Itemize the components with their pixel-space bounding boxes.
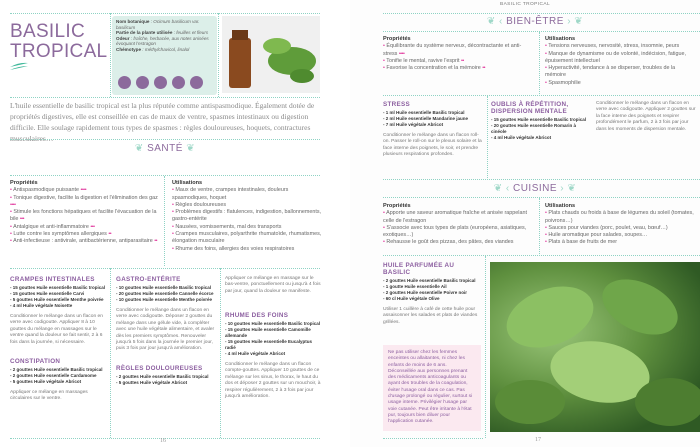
bullet: •	[10, 231, 14, 238]
page-number: 16	[160, 438, 166, 444]
list-item	[545, 232, 695, 239]
list-item	[172, 209, 322, 224]
bullet: •	[545, 224, 549, 231]
diffusion-icon	[154, 76, 167, 89]
strength-rating: ••	[482, 65, 486, 72]
leaf-icon: ❦ ‹	[493, 183, 513, 194]
bullet: •	[172, 187, 176, 194]
divider	[485, 256, 486, 438]
ingredient-text: 1 ml Huile essentielle Basilic tropical	[385, 110, 465, 115]
section-title: CUISINE	[512, 183, 558, 194]
list-item	[383, 225, 533, 240]
bullet: •	[10, 209, 14, 216]
cuisine-properties	[383, 203, 533, 247]
ingredient-text: 5 gouttes Huile végétale Abricot	[12, 379, 82, 385]
bullet: •	[10, 194, 14, 201]
item-text: Sauces pour viandes (porc, poulet, veau, bœuf…)	[548, 224, 668, 231]
list-item	[545, 225, 695, 232]
title-line: BASILIC	[10, 21, 85, 42]
page-number: 17	[535, 437, 541, 443]
item-text: Rehausse le goût des pizzas, des pâtes, des viandes	[386, 239, 514, 246]
column-heading: Utilisations	[545, 203, 576, 209]
ingredient-text: 2 gouttes Huile essentielle Basilic tropical	[118, 373, 209, 379]
item-text: Tonique digestive, facilite la digestion et l'élimination des gaz	[13, 194, 158, 201]
ingredient-text: 15 gouttes Huile essentielle Camomille allemande	[225, 327, 311, 338]
leaf-icon: ❦ ‹	[486, 16, 507, 27]
recipe	[10, 358, 110, 403]
bullet: •	[545, 210, 549, 217]
item-text: Antispasmodique puissante	[13, 187, 80, 194]
ingredient: - 15 gouttes Huile essentielle Basilic tropical	[10, 285, 106, 290]
item-text: Règles douloureuses	[175, 201, 227, 208]
inhalation-icon	[190, 76, 203, 89]
recipe-instructions: Appliquer ce mélange en massages circulaires sur le ventre.	[10, 390, 88, 402]
strength-rating: ••	[461, 57, 464, 64]
ingredient: - 60 cl Huile végétale Olive	[383, 296, 440, 301]
recipe	[383, 262, 481, 326]
section-heading-cuisine	[450, 183, 620, 194]
ingredient-text: 10 gouttes Huile essentielle Menthe poivrée	[118, 297, 213, 302]
ingredient-text: 15 gouttes Huile essentielle Basilic tropical	[493, 117, 587, 122]
list-item	[545, 80, 695, 87]
ingredient: - 10 gouttes Huile essentielle Basilic tropical	[225, 321, 321, 326]
recipe-title: HUILE PARFUMÉE AU BASILIC	[383, 262, 455, 276]
strength-rating: •••	[19, 216, 25, 223]
ingredient: - 4 ml Huile végétale Noisette	[10, 303, 73, 308]
recipes-column	[116, 276, 218, 398]
strength-rating: ••••	[80, 187, 87, 194]
ingredient-list	[116, 285, 218, 303]
section-title: SANTÉ	[147, 143, 183, 154]
item-text: Stimule les fonctions hépatiques et facilite l'évacuation de la bile	[10, 209, 157, 223]
cuisine-uses	[545, 203, 695, 247]
bullet: •	[383, 239, 387, 246]
item-text: Huile aromatique pour salades, soupes…	[548, 232, 648, 239]
divider	[383, 255, 700, 256]
ingredient-list	[225, 321, 322, 357]
item-text: Spasmophilie	[548, 79, 581, 86]
recipe-huile	[383, 262, 481, 338]
ingredient: - 7 ml Huile végétale Abricot	[383, 122, 444, 127]
ingredient-list	[116, 374, 218, 386]
info-label: Partie de la plante utilisée	[116, 30, 173, 36]
list-item	[172, 231, 322, 246]
info-field	[116, 36, 213, 47]
strength-rating: •••	[90, 223, 95, 230]
recipe-instructions: Conditionner le mélange dans un flacon compte-gouttes. Appliquer 10 gouttes de ce mélange sur les sinus, le thorax, le haut du dos et déposer 2 gouttes sur un mouchoir, à respirer régulièrement, 2 à 3 fois par jour jusqu'à amélioration.	[225, 362, 321, 400]
bullet: •	[545, 239, 549, 246]
list-item	[545, 51, 695, 66]
ingredient: - 4 ml Huile végétale Abricot	[225, 351, 286, 356]
ingredient: - 15 gouttes Huile essentielle Carvi	[10, 291, 85, 296]
ingredient: - 5 gouttes Huile essentielle Menthe poivrée	[10, 297, 104, 302]
ingredient-text: 1 goutte Huile essentielle Ail	[385, 284, 447, 289]
strength-rating: ••••	[398, 50, 405, 57]
ingredient-list	[383, 110, 483, 128]
ingredient: - 10 gouttes Huile essentielle Basilic tropical	[116, 285, 212, 290]
bullet: •	[10, 187, 14, 194]
column-heading: Propriétés	[10, 180, 38, 186]
oil-bottle-photo	[222, 16, 320, 93]
recipe-title: STRESS	[383, 101, 410, 108]
bullet: •	[383, 57, 387, 64]
divider	[10, 139, 320, 140]
leaf-icon: ❦	[182, 143, 196, 154]
recipe-instructions: Conditionner le mélange dans un flacon roll-on. Passer le roll-on sur le plexus solaire et la face interne des poignets, le soir, et prendre plusieurs respirations profondes.	[383, 133, 482, 158]
recipe	[225, 312, 322, 400]
column-heading: Utilisations	[172, 180, 203, 186]
recipe	[10, 276, 110, 346]
item-text: Hyperactivité, tendance à se disperser, troubles de la mémoire	[545, 65, 676, 79]
ingredient-text: 4 ml Huile végétale Abricot	[227, 351, 286, 356]
divider	[164, 176, 165, 266]
bullet: •	[172, 245, 176, 252]
ingredient: - 5 gouttes Huile végétale Abricot	[116, 379, 188, 385]
ingredient: - 4 ml Huile végétale Abricot	[491, 135, 552, 140]
list-item	[383, 210, 533, 225]
ingredient-list	[383, 278, 481, 302]
ingredient: - 2 gouttes Huile essentielle Basilic tropical	[10, 367, 103, 373]
leaf-icon: › ❦	[563, 16, 584, 27]
bullet: •	[383, 43, 387, 50]
recipes-column	[10, 276, 110, 415]
info-label: Nom botanique	[116, 19, 150, 24]
ingredient: - 1 goutte Huile essentielle Ail	[383, 284, 447, 289]
list-item	[10, 187, 160, 194]
ingredient-text: 2 gouttes Huile essentielle Poivre noir	[385, 290, 468, 295]
bullet: •	[545, 79, 549, 86]
ingredient-list	[491, 117, 591, 141]
ingredient-text: 2 gouttes Huile essentielle Basilic tropical	[385, 278, 476, 283]
ingredient-text: 7 ml Huile végétale Abricot	[385, 122, 444, 127]
recipe-note	[596, 101, 696, 133]
ingredient-text: 5 gouttes Huile végétale Abricot	[118, 379, 188, 385]
info-value: : feuilles et fleurs	[172, 30, 209, 36]
ingredient: - 20 gouttes Huile essentielle Romarin à cinéole	[491, 123, 577, 134]
list-item	[383, 239, 533, 246]
bullet: •	[10, 238, 14, 245]
list-item	[545, 65, 695, 80]
properties-column	[10, 180, 160, 246]
ingredient: - 2 gouttes Huile essentielle Basilic tropical	[383, 278, 476, 283]
item-text: Tonifie le mental, ravive l'esprit	[386, 57, 460, 64]
list-item	[545, 210, 695, 225]
recipe-oublis	[491, 101, 591, 153]
recipe-instructions: Appliquer ce mélange en massage sur le bas-ventre, ponctuellement ou jusqu'à 4 fois par jour, quand la douleur se manifeste.	[225, 276, 321, 294]
info-field	[116, 47, 213, 53]
uses-column	[545, 36, 695, 87]
divider	[10, 175, 320, 176]
list-item	[383, 65, 533, 72]
ingredient-text: 2 gouttes Huile essentielle Basilic tropical	[12, 367, 103, 373]
ingredient: - 10 gouttes Huile essentielle Menthe poivrée	[116, 297, 213, 302]
list-item	[545, 43, 695, 50]
warning-box: Ne pas utiliser chez les femmes enceintes ou allaitantes, ni chez les enfants de moins de 6 ans. Déconseillée aux personnes prenant des médicaments anticoagulants ou ayant des troubles de la coagulation, éviter l'usage oral dans ce cas. Pas d'usage prolongé ou régulier, surtout si usage interne. Privilégier l'usage par voie cutanée. Peut être irritante à l'état pur, toujours bien diluer pour l'application cutanée.	[383, 345, 481, 431]
recipe	[116, 365, 218, 386]
recipe-title: CONSTIPATION	[10, 358, 61, 366]
section-heading-bien-etre	[450, 16, 620, 27]
list-item	[10, 209, 160, 224]
ingredient-text: 15 gouttes Huile essentielle Eucalyptus radié	[225, 339, 313, 350]
divider	[383, 13, 700, 14]
ingredient-text: 20 gouttes Huile essentielle Cannelle écorce	[118, 291, 214, 296]
ingredient: - 20 gouttes Huile essentielle Cannelle écorce	[116, 291, 214, 296]
ingredient: - 15 gouttes Huile essentielle Basilic tropical	[491, 117, 587, 122]
running-header: BASILIC TROPICAL	[499, 2, 551, 7]
title-line: TROPICAL	[10, 41, 108, 62]
ingredient-text: 15 gouttes Huile essentielle Carvi	[12, 291, 85, 296]
divider	[383, 197, 700, 198]
uses-column	[172, 180, 322, 253]
item-text: S'associe avec tous types de plats (européens, asiatiques, exotiques…)	[383, 224, 527, 239]
bullet: •	[383, 224, 387, 231]
divider	[383, 179, 700, 180]
oral-use-icon	[118, 76, 131, 89]
item-text: Équilibrante du système nerveux, décontractante et anti-stress	[383, 43, 522, 57]
ingredient-text: 10 gouttes Huile essentielle Basilic tropical	[227, 321, 321, 326]
item-text: Lutte contre les symptômes allergiques	[13, 231, 107, 238]
bullet: •	[10, 223, 14, 230]
info-label: Chémotype	[116, 46, 142, 52]
item-text: Rhume des foins, allergies des voies respiratoires	[175, 245, 295, 252]
item-text: Manque de dynamisme ou de volonté, indécision, fatigue, épuisement intellectuel	[545, 50, 686, 64]
strength-rating: ••••	[10, 201, 16, 208]
strength-rating: ••	[154, 238, 158, 245]
list-item	[383, 58, 533, 65]
recipe-note	[225, 276, 322, 295]
divider	[487, 96, 488, 178]
ingredient: - 1 ml Huile essentielle Basilic tropical	[383, 110, 465, 115]
leaf-logo-icon	[10, 62, 28, 70]
list-item	[545, 239, 695, 246]
column-heading: Propriétés	[383, 36, 411, 42]
usage-icons	[118, 76, 203, 89]
ingredient-text: 20 gouttes Huile essentielle Romarin à cinéole	[491, 123, 577, 134]
item-text: Plats à base de fruits de mer	[548, 239, 618, 246]
recipe-title: GASTRO-ENTÉRITE	[116, 276, 181, 283]
item-text: Favorise la concentration et la mémoire	[386, 65, 481, 72]
recipe-instructions: Utiliser 1 cuillère à café de cette huile pour assaisonner les salades et plats de viandes grillées.	[383, 307, 478, 325]
ingredient: - 15 gouttes Huile essentielle Camomille allemande	[225, 327, 311, 338]
page-title	[10, 22, 107, 62]
properties-column	[383, 36, 533, 72]
ingredient-text: 4 ml Huile végétale Noisette	[12, 303, 73, 308]
info-value: : méthylchavicol, linalol	[141, 46, 190, 52]
intro-paragraph: L'huile essentielle de basilic tropical est la plus réputée comme antispasmodique. Également dotée de propriétés digestives, elle est conseillée en cas de maux de ventre, spasmes intestinaux ou digestion difficile. Elle soulage rapidement tous types de spasmes : règles douloureuses, hoquets, contractures musculaires…	[10, 101, 315, 143]
leaf-icon: › ❦	[557, 183, 577, 194]
divider	[218, 13, 219, 97]
recipe-instructions: Conditionner le mélange dans un flacon en verre avec codigoutte. Appliquer 8 à 10 gouttes du mélange en massages sur le ventre quand la douleur se fait sentir, 2 à 6 fois dans la journée, si nécessaire.	[10, 314, 103, 345]
recipe	[116, 276, 218, 353]
bullet: •	[545, 50, 549, 57]
bullet: •	[172, 201, 176, 208]
ingredient-text: 15 gouttes Huile essentielle Basilic tropical	[12, 285, 106, 290]
bullet: •	[545, 43, 549, 50]
ingredient: - 15 gouttes Huile essentielle Eucalyptus radié	[225, 339, 313, 350]
item-text: Nausées, vomissements, mal des transports	[175, 223, 282, 230]
recipes-column	[225, 312, 322, 412]
divider	[383, 438, 483, 439]
ingredient: - 2 gouttes Huile essentielle Cardamome	[10, 373, 97, 379]
plant-info-box	[112, 16, 217, 95]
bullet: •	[383, 65, 387, 72]
ingredient: - 2 gouttes Huile essentielle Basilic tropical	[116, 373, 209, 379]
bullet: •	[172, 231, 176, 238]
item-text: Antalgique et anti-inflammatoire	[13, 223, 89, 230]
ingredient-list	[10, 367, 110, 385]
bullet: •	[383, 210, 387, 217]
list-item	[172, 187, 322, 202]
ingredient-text: 4 ml Huile végétale Abricot	[493, 135, 552, 140]
divider	[10, 13, 320, 14]
strength-rating: ••	[108, 231, 112, 238]
list-item	[172, 202, 322, 209]
bullet: •	[545, 232, 549, 239]
divider	[539, 32, 540, 94]
item-text: Plats chauds ou froids à base de légumes du soleil (tomates, poivrons…)	[545, 210, 694, 224]
list-item	[10, 238, 160, 245]
item-text: Apporte une saveur aromatique fraîche et anisée rappelant celle de l'estragon	[383, 210, 527, 224]
divider	[10, 97, 320, 98]
info-label: Odeur	[116, 35, 130, 41]
recipe	[383, 101, 483, 159]
list-item	[10, 224, 160, 231]
massage-icon	[136, 76, 149, 89]
recipe-title: CRAMPES INTESTINALES	[10, 276, 95, 283]
list-item	[10, 231, 160, 238]
item-text: Anti-infectieuse : antivirale, antibactérienne, antiparasitaire	[13, 238, 153, 245]
leaf-icon: ❦	[134, 143, 148, 154]
divider	[220, 268, 221, 438]
recipe-instructions: Conditionner le mélange dans un flacon en verre avec codigoutte. Déposer 2 gouttes du mélange dans une gélule vide, à compléter avec une huile végétale alimentaire, et avaler dès les premiers symptômes. Renouveler jusqu'à 5 fois dans la journée le premier jour, puis 3 fois par jour jusqu'à amélioration.	[116, 308, 215, 352]
divider	[110, 13, 111, 97]
list-item	[172, 246, 322, 253]
info-value: : fraîche, herbacée, aux notes anisées évoquant l'estragon	[116, 35, 209, 47]
bath-icon	[172, 76, 185, 89]
section-heading-sante	[110, 143, 220, 154]
column-heading: Utilisations	[545, 36, 576, 42]
info-field	[116, 19, 213, 30]
ingredient: - 2 ml Huile essentielle Mandarine jaune	[383, 116, 469, 121]
recipe-title: RÈGLES DOULOUREUSES	[116, 364, 203, 372]
divider	[539, 198, 540, 254]
item-text: Problèmes digestifs : flatulences, indigestion, ballonnements, gastro-entérite	[172, 209, 322, 223]
divider	[383, 95, 700, 96]
list-item	[383, 43, 533, 58]
ingredient-text: 2 gouttes Huile essentielle Cardamome	[12, 373, 97, 379]
divider	[10, 268, 320, 269]
column-heading: Propriétés	[383, 203, 411, 209]
recipe-instructions: Conditionner le mélange dans un flacon en verre avec codigoutte. Appliquer 2 gouttes sur la face interne des poignets et respirer profondément le parfum, 2 à 3 fois par jour dans les moments de dispersion mentale.	[596, 101, 696, 132]
recipe-stress	[383, 101, 483, 171]
recipe	[491, 101, 591, 141]
ingredient-text: 10 gouttes Huile essentielle Basilic tropical	[118, 285, 212, 290]
basil-photo	[490, 262, 700, 432]
ingredient-list	[10, 285, 110, 309]
bullet: •	[545, 65, 549, 72]
bullet: •	[172, 223, 176, 230]
list-item	[10, 195, 160, 210]
info-value: : Ocimum basilicum var. basilicum	[116, 19, 200, 30]
ingredient: - 5 gouttes Huile végétale Abricot	[10, 379, 82, 385]
bullet: •	[172, 209, 176, 216]
ingredient: - 2 gouttes Huile essentielle Poivre noir	[383, 290, 468, 295]
divider	[110, 268, 111, 438]
item-text: Crampes musculaires, polyarthrite rhumatoïde, rhumatismes, élongation musculaire	[172, 231, 322, 245]
recipe-title: RHUME DES FOINS	[225, 312, 289, 319]
ingredient-text: 60 cl Huile végétale Olive	[385, 296, 440, 301]
item-text: Maux de ventre, crampes intestinales, douleurs spasmodiques, hoquet	[172, 187, 289, 201]
list-item	[172, 224, 322, 231]
ingredient-text: 5 gouttes Huile essentielle Menthe poivrée	[12, 297, 104, 302]
section-title: BIEN-ÊTRE	[506, 16, 564, 27]
ingredient-text: 2 ml Huile essentielle Mandarine jaune	[385, 116, 469, 121]
item-text: Tensions nerveuses, nervosité, stress, insomnie, peurs	[548, 43, 680, 50]
recipe-title: OUBLIS À RÉPÉTITION, DISPERSION MENTALE	[491, 101, 569, 115]
divider	[383, 31, 700, 32]
